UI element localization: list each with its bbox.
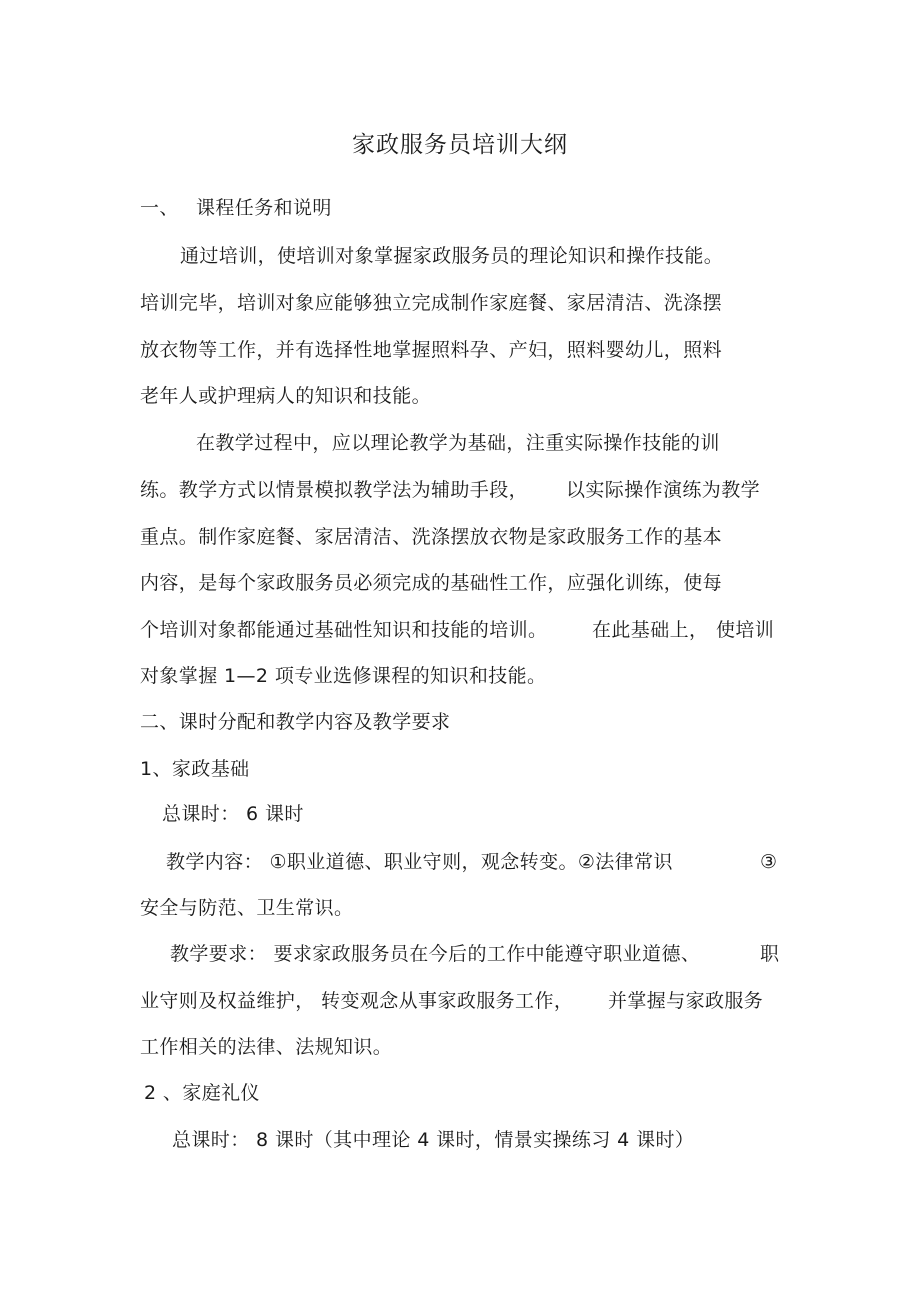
para2-line5b: 在此基础上， (592, 619, 709, 641)
module1-req-line1-end: 职 (760, 943, 780, 965)
para1-line1: 通过培训，使培训对象掌握家政服务员的理论知识和操作技能。 (180, 245, 724, 267)
para2-line3: 重点。制作家庭餐、家居清洁、洗涤摆放衣物是家政服务工作的基本 (140, 526, 723, 548)
para1-line2: 培训完毕，培训对象应能够独立完成制作家庭餐、家居清洁、洗涤摆 (140, 292, 723, 314)
module1-content-marker: ③ (760, 851, 778, 873)
para1-line4: 老年人或护理病人的知识和技能。 (140, 385, 432, 407)
document-title: 家政服务员培训大纲 (352, 132, 568, 158)
para2-line2b: 以实际操作演练为教学 (566, 479, 761, 501)
section1-heading: 课程任务和说明 (196, 197, 332, 219)
para1-line3: 放衣物等工作，并有选择性地掌握照料孕、产妇，照料婴幼儿，照料 (140, 339, 723, 361)
para2-line2a: 练。教学方式以情景模拟教学法为辅助手段， (140, 479, 529, 501)
section2-heading: 二、课时分配和教学内容及教学要求 (140, 711, 451, 733)
para2-line6: 对象掌握 1—2 项专业选修课程的知识和技能。 (140, 665, 547, 687)
para2-line1: 在教学过程中，应以理论教学为基础，注重实际操作技能的训 (196, 432, 720, 454)
module1-content-line2: 安全与防范、卫生常识。 (140, 897, 354, 919)
para2-line4: 内容，是每个家政服务员必须完成的基础性工作，应强化训练，使每 (140, 572, 723, 594)
para2-line5c: 使培训 (716, 619, 775, 641)
module1-req-line1: 教学要求： 要求家政服务员在今后的工作中能遵守职业道德、 (170, 943, 701, 965)
section1-number: 一、 (140, 197, 179, 219)
module1-req-line2a: 业守则及权益维护， 转变观念从事家政服务工作， (140, 990, 574, 1012)
module1-req-line2b: 并掌握与家政服务 (608, 990, 764, 1012)
module1-req-line3: 工作相关的法律、法规知识。 (140, 1036, 393, 1058)
module2-heading: 2 、家庭礼仪 (144, 1082, 260, 1104)
module1-content-line1: 教学内容： ①职业道德、职业守则，观念转变。②法律常识 (166, 851, 673, 873)
para2-line5a: 个培训对象都能通过基础性知识和技能的培训。 (140, 619, 548, 641)
module2-hours: 总课时： 8 课时（其中理论 4 课时，情景实操练习 4 课时） (172, 1129, 695, 1151)
module1-heading: 1、家政基础 (140, 758, 250, 780)
module1-hours: 总课时： 6 课时 (162, 803, 304, 825)
